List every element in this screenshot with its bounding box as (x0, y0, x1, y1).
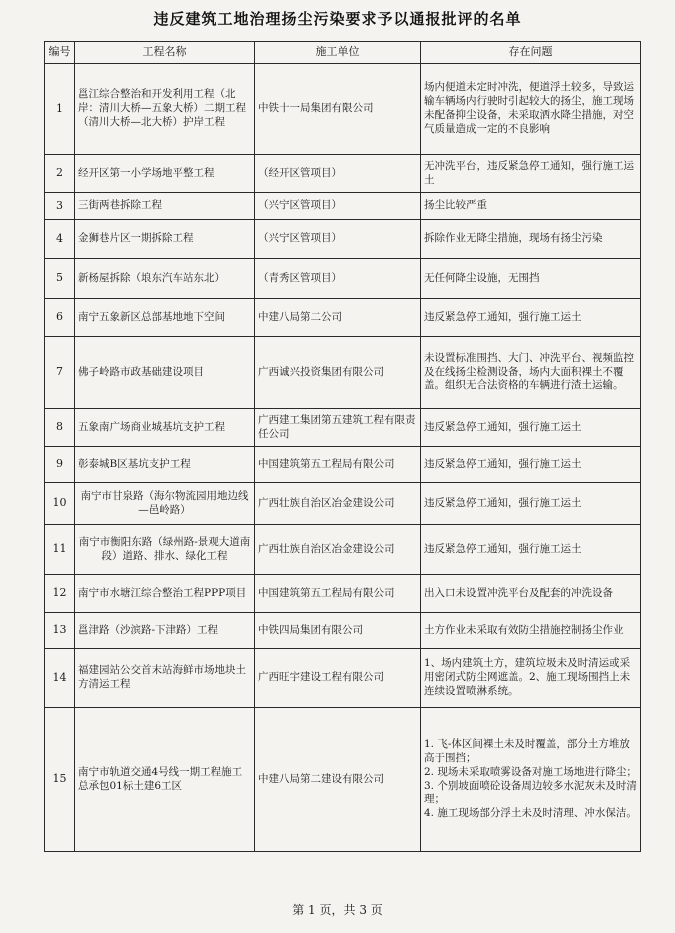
header-no: 编号 (45, 42, 75, 64)
issue-text: 出入口未设置冲洗平台及配套的冲洗设备 (421, 575, 641, 613)
row-number: 15 (45, 708, 75, 852)
construction-unit: （经开区管项目） (255, 155, 421, 193)
table-header-row (45, 42, 641, 64)
project-name: 三街两巷拆除工程 (75, 193, 255, 220)
construction-unit: 广西壮族自治区冶金建设公司 (255, 483, 421, 525)
issue-text: 无任何降尘设施，无围挡 (421, 259, 641, 299)
issue-text: 违反紧急停工通知，强行施工运土 (421, 525, 641, 575)
construction-unit: （青秀区管项目） (255, 259, 421, 299)
construction-unit: （兴宁区管项目） (255, 220, 421, 259)
issue-text: 未设置标准围挡、大门、冲洗平台、视频监控及在线扬尘检测设备，场内大面积裸土不覆盖。组织无合法资格的车辆进行渣土运输。 (421, 337, 641, 409)
row-number: 14 (45, 649, 75, 708)
issue-text (421, 708, 641, 852)
row-number: 7 (45, 337, 75, 409)
issue-text: 违反紧急停工通知，强行施工运土 (421, 483, 641, 525)
table-row (45, 483, 641, 525)
table-row (45, 299, 641, 337)
construction-unit: 中建八局第二建设有限公司 (255, 708, 421, 852)
project-name: 南宁市甘泉路（海尔物流园用地边线—邑岭路） (75, 483, 255, 525)
violation-table (44, 41, 641, 852)
issue-text: 土方作业未采取有效防尘措施控制扬尘作业 (421, 613, 641, 649)
project-name: 经开区第一小学场地平整工程 (75, 155, 255, 193)
row-number: 11 (45, 525, 75, 575)
row-number: 13 (45, 613, 75, 649)
project-name: 邕津路（沙滨路-下津路）工程 (75, 613, 255, 649)
table-row (45, 649, 641, 708)
project-name: 福建园站公交首末站海鲜市场地块土方清运工程 (75, 649, 255, 708)
issue-text: 1、场内建筑土方，建筑垃圾未及时清运或采用密闭式防尘网遮盖。2、施工现场围挡上未连续设置喷淋系统。 (421, 649, 641, 708)
page-title: 违反建筑工地治理扬尘污染要求予以通报批评的名单 (153, 10, 522, 28)
construction-unit: 中国建筑第五工程局有限公司 (255, 575, 421, 613)
project-name: 五象南广场商业城基坑支护工程 (75, 409, 255, 447)
row-number: 2 (45, 155, 75, 193)
construction-unit: 中铁四局集团有限公司 (255, 613, 421, 649)
issue-line: 3. 个别坡面喷砼设备周边较多水泥灰未及时清理； (424, 779, 637, 806)
header-unit: 施工单位 (255, 42, 421, 64)
project-name: 佛子岭路市政基础建设项目 (75, 337, 255, 409)
row-number: 10 (45, 483, 75, 525)
row-number: 6 (45, 299, 75, 337)
project-name: 彰泰城B区基坑支护工程 (75, 447, 255, 483)
row-number: 5 (45, 259, 75, 299)
header-project: 工程名称 (75, 42, 255, 64)
issue-text: 拆除作业无降尘措施，现场有扬尘污染 (421, 220, 641, 259)
table-row (45, 337, 641, 409)
table-row (45, 259, 641, 299)
page-footer: 第 1 页，共 3 页 (292, 903, 383, 917)
row-number: 1 (45, 64, 75, 155)
project-name: 新杨屋拆除（埌东汽车站东北） (75, 259, 255, 299)
construction-unit: 广西建工集团第五建筑工程有限责任公司 (255, 409, 421, 447)
table-row (45, 613, 641, 649)
construction-unit: 广西旺宇建设工程有限公司 (255, 649, 421, 708)
issue-text: 无冲洗平台，违反紧急停工通知，强行施工运土 (421, 155, 641, 193)
header-issue: 存在问题 (421, 42, 641, 64)
project-name: 南宁市水塘江综合整治工程PPP项目 (75, 575, 255, 613)
table-row (45, 155, 641, 193)
project-name: 金狮巷片区一期拆除工程 (75, 220, 255, 259)
table-row (45, 575, 641, 613)
table-row (45, 447, 641, 483)
row-number: 8 (45, 409, 75, 447)
project-name: 南宁五象新区总部基地地下空间 (75, 299, 255, 337)
table-row (45, 220, 641, 259)
construction-unit: 中建八局第二公司 (255, 299, 421, 337)
issue-line: 1. 飞-体区间裸土未及时覆盖，部分土方堆放高于围挡； (424, 737, 630, 764)
row-number: 12 (45, 575, 75, 613)
construction-unit: 中国建筑第五工程局有限公司 (255, 447, 421, 483)
table-row (45, 525, 641, 575)
row-number: 9 (45, 447, 75, 483)
row-number: 4 (45, 220, 75, 259)
row-number: 3 (45, 193, 75, 220)
construction-unit: 中铁十一局集团有限公司 (255, 64, 421, 155)
issue-text: 扬尘比较严重 (421, 193, 641, 220)
issue-text: 违反紧急停工通知，强行施工运土 (421, 447, 641, 483)
issue-text: 违反紧急停工通知，强行施工运土 (421, 299, 641, 337)
project-name: 邕江综合整治和开发利用工程（北岸：清川大桥—五象大桥）二期工程（清川大桥—北大桥）护岸工程 (75, 64, 255, 155)
issue-text: 场内便道未定时冲洗，便道浮土较多，导致运输车辆场内行驶时引起较大的扬尘，施工现场未配备抑尘设备，未采取洒水降尘措施，对空气质量造成一定的不良影响 (421, 64, 641, 155)
table-row (45, 708, 641, 852)
construction-unit: 广西壮族自治区冶金建设公司 (255, 525, 421, 575)
issue-text: 违反紧急停工通知，强行施工运土 (421, 409, 641, 447)
construction-unit: （兴宁区管项目） (255, 193, 421, 220)
issue-line: 4. 施工现场部分浮土未及时清理、冲水保洁。 (424, 807, 637, 820)
issue-line: 2. 现场未采取喷雾设备对施工场地进行降尘； (424, 765, 637, 778)
table-row (45, 193, 641, 220)
project-name: 南宁市衡阳东路（绿州路-景观大道南段）道路、排水、绿化工程 (75, 525, 255, 575)
table-row (45, 64, 641, 155)
project-name: 南宁市轨道交通4号线一期工程施工总承包01标土建6工区 (75, 708, 255, 852)
construction-unit: 广西诚兴投资集团有限公司 (255, 337, 421, 409)
table-row (45, 409, 641, 447)
